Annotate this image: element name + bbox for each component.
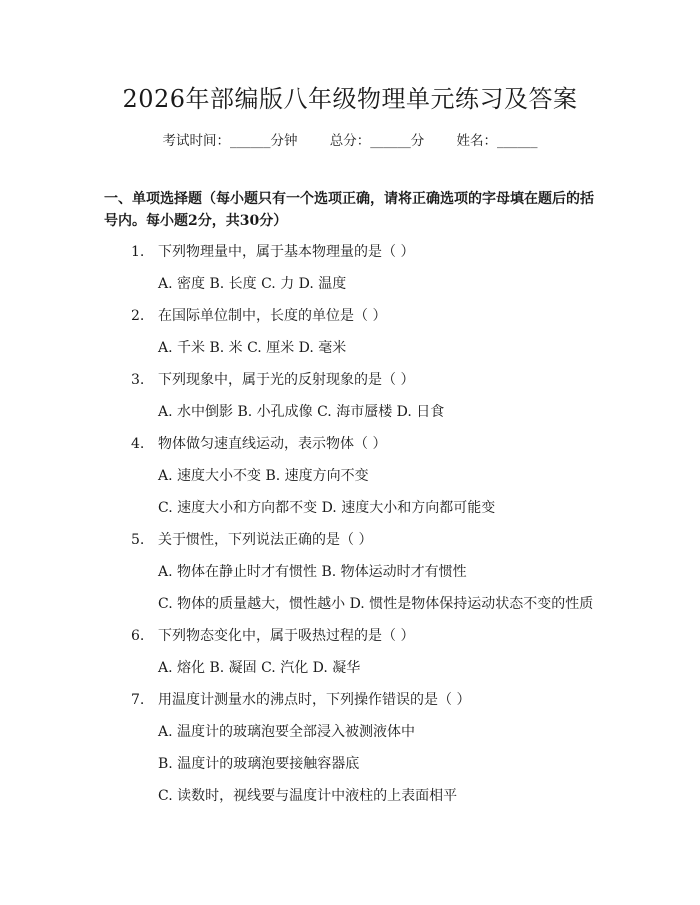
question-5: [131, 530, 611, 550]
question-text: 物体做匀速直线运动，表示物体（ ）: [158, 436, 387, 452]
question-number: 7.: [131, 692, 145, 708]
question-text: 用温度计测量水的沸点时，下列操作错误的是（ ）: [158, 692, 471, 708]
question-3: [131, 370, 611, 390]
question-text: 关于惯性，下列说法正确的是（ ）: [158, 532, 373, 548]
question-number: 6.: [131, 628, 145, 644]
question-5-options-ab: A. 物体在静止时才有惯性 B. 物体运动时才有惯性: [158, 564, 467, 580]
question-7-option-a: A. 温度计的玻璃泡要全部浸入被测液体中: [158, 724, 416, 740]
question-text: 下列物理量中，属于基本物理量的是（ ）: [158, 244, 415, 260]
question-text: 下列现象中，属于光的反射现象的是（ ）: [158, 372, 415, 388]
question-4-options-cd: C. 速度大小和方向都不变 D. 速度大小和方向都可能变: [158, 500, 496, 516]
question-6: [131, 626, 611, 646]
question-number: 3.: [131, 372, 145, 388]
question-7: [131, 690, 611, 710]
question-2-options: A. 千米 B. 米 C. 厘米 D. 毫米: [158, 340, 347, 356]
exam-meta: [0, 131, 700, 151]
question-2: [131, 306, 611, 326]
question-number: 2.: [131, 308, 145, 324]
exam-time-field: 考试时间：______分钟: [162, 133, 298, 149]
question-text: 在国际单位制中，长度的单位是（ ）: [158, 308, 387, 324]
name-field: 姓名：______: [456, 133, 538, 149]
page-title: 2026年部编版八年级物理单元练习及答案: [122, 85, 578, 113]
question-6-options: A. 熔化 B. 凝固 C. 汽化 D. 凝华: [158, 660, 361, 676]
question-4-options-ab: A. 速度大小不变 B. 速度方向不变: [158, 468, 369, 484]
section-heading-single-choice: 一、单项选择题（每小题只有一个选项正确，请将正确选项的字母填在题后的括号内。每小题2分，共30分）: [104, 191, 594, 229]
question-text: 下列物态变化中，属于吸热过程的是（ ）: [158, 628, 415, 644]
question-number: 4.: [131, 436, 145, 452]
question-7-option-c: C. 读数时，视线要与温度计中液柱的上表面相平: [158, 788, 458, 804]
question-5-options-cd: C. 物体的质量越大，惯性越小 D. 惯性是物体保持运动状态不变的性质: [158, 596, 594, 612]
question-4: [131, 434, 611, 454]
question-1-options: A. 密度 B. 长度 C. 力 D. 温度: [158, 276, 347, 292]
total-score-field: 总分：______分: [329, 133, 425, 149]
question-number: 1.: [131, 244, 145, 260]
question-3-options: A. 水中倒影 B. 小孔成像 C. 海市蜃楼 D. 日食: [158, 404, 445, 420]
question-number: 5.: [131, 532, 145, 548]
question-7-option-b: B. 温度计的玻璃泡要接触容器底: [158, 756, 360, 772]
question-1: [131, 242, 611, 262]
